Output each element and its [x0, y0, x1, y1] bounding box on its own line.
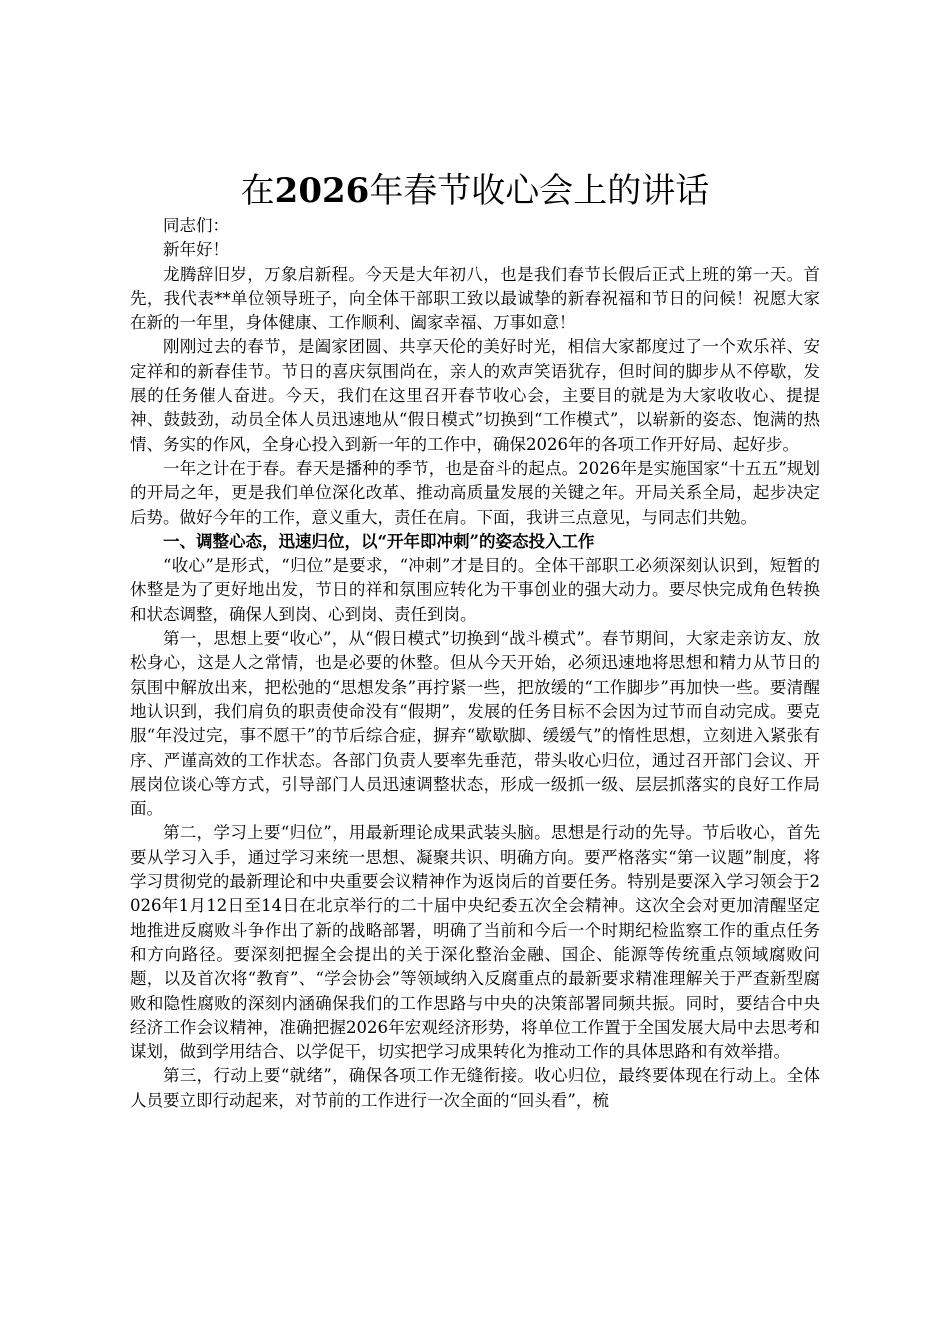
page-title [0, 166, 950, 216]
paragraph-section-intro: “收心”是形式，“归位”是要求，“冲刺”才是目的。全体干部职工必须深刻认识到，短暂的休整是为了更好地出发，节日的祥和氛围应转化为干事创业的强大动力。要尽快完成角色转换和状态调整，确保人到岗、心到岗、责任到岗。 [130, 556, 820, 624]
paragraph-point-2: 第二，学习上要“归位”，用最新理论成果武装头脑。思想是行动的先导。节后收心，首先要从学习入手，通过学习来统一思想、凝聚共识、明确方向。要严格落实“第一议题”制度，将学习贯彻党的最新理论和中央重要会议精神作为返岗后的首要任务。特别是要深入学习领会于2026年1月12日至14日在北京举行的二十届中央纪委五次全会精神。这次全会对更加清醒坚定地推进反腐败斗争作出了新的战略部署，明确了当前和今后一个时期纪检监察工作的重点任务和方向路径。要深刻把握全会提出的关于深化整治金融、国企、能源等传统重点领域腐败问题，以及首次将“教育”、“学会协会”等领域纳入反腐重点的最新要求精准理解关于严查新型腐败和隐性腐败的深刻内涵确保我们的工作思路与中央的决策部署同频共振。同时，要结合中央经济工作会议精神，准确把握2026年宏观经济形势，将单位工作置于全国发展大局中去思考和谋划，做到学用结合、以学促干，切实把学习成果转化为推动工作的具体思路和有效举措。 [130, 823, 820, 1062]
section-heading-1: 一、调整心态，迅速归位，以“开年即冲刺”的姿态投入工作 [163, 531, 595, 551]
title-suffix: 年春节收心会上的讲话 [369, 171, 710, 211]
paragraph-purpose: 刚刚过去的春节，是阖家团圆、共享天伦的美好时光，相信大家都度过了一个欢乐祥、安定祥和的新春佳节。节日的喜庆氛围尚在，亲人的欢声笑语犹存，但时间的脚步从不停歇，发展的任务催人奋进。今天，我们在这里召开春节收心会，主要目的就是为大家收收心、提提神、鼓鼓劲，动员全体人员迅速地从“假日模式”切换到“工作模式”，以崭新的姿态、饱满的热情、务实的作风，全身心投入到新一年的工作中，确保2026年的各项工作开好局、起好步。 [130, 337, 820, 454]
salutation: 同志们： [163, 216, 229, 235]
title-year: 2026 [274, 171, 370, 211]
paragraph-point-1: 第一，思想上要“收心”，从“假日模式”切换到“战斗模式”。春节期间，大家走亲访友、放松身心，这是人之常情，也是必要的休整。但从今天开始，必须迅速地将思想和精力从节日的氛围中解放出来，把松弛的“思想发条”再拧紧一些，把放缓的“工作脚步”再加快一些。要清醒地认识到，我们肩负的职责使命没有“假期”，发展的任务目标不会因为过节而自动完成。要克服“年没过完，事不愿干”的节后综合症，摒弃“歇歇脚、缓缓气”的惰性思想，立刻进入紧张有序、严谨高效的工作状态。各部门负责人要率先垂范，带头收心归位，通过召开部门会议、开展岗位谈心等方式，引导部门人员迅速调整状态，形成一级抓一级、层层抓落实的良好工作局面。 [130, 629, 820, 819]
title-prefix: 在 [240, 171, 275, 211]
paragraph-opening: 龙腾辞旧岁，万象启新程。今天是大年初八，也是我们春节长假后正式上班的第一天。首先，我代表**单位领导班子，向全体干部职工致以最诚挚的新春祝福和节日的问候！祝愿大家在新的一年里，身体健康、工作顺利、阖家幸福、万事如意！ [130, 264, 820, 333]
paragraph-point-3: 第三，行动上要“就绪”，确保各项工作无缝衔接。收心归位，最终要体现在行动上。全体人员要立即行动起来，对节前的工作进行一次全面的“回头看”，梳 [130, 1066, 820, 1110]
greeting: 新年好！ [163, 240, 229, 260]
paragraph-overview: 一年之计在于春。春天是播种的季节，也是奋斗的起点。2026年是实施国家“十五五”规划的开局之年，更是我们单位深化改革、推动高质量发展的关键之年。开局关系全局，起步决定后势。做好今年的工作，意义重大，责任在肩。下面，我讲三点意见，与同志们共勉。 [130, 458, 820, 527]
speech-body [130, 214, 820, 1113]
